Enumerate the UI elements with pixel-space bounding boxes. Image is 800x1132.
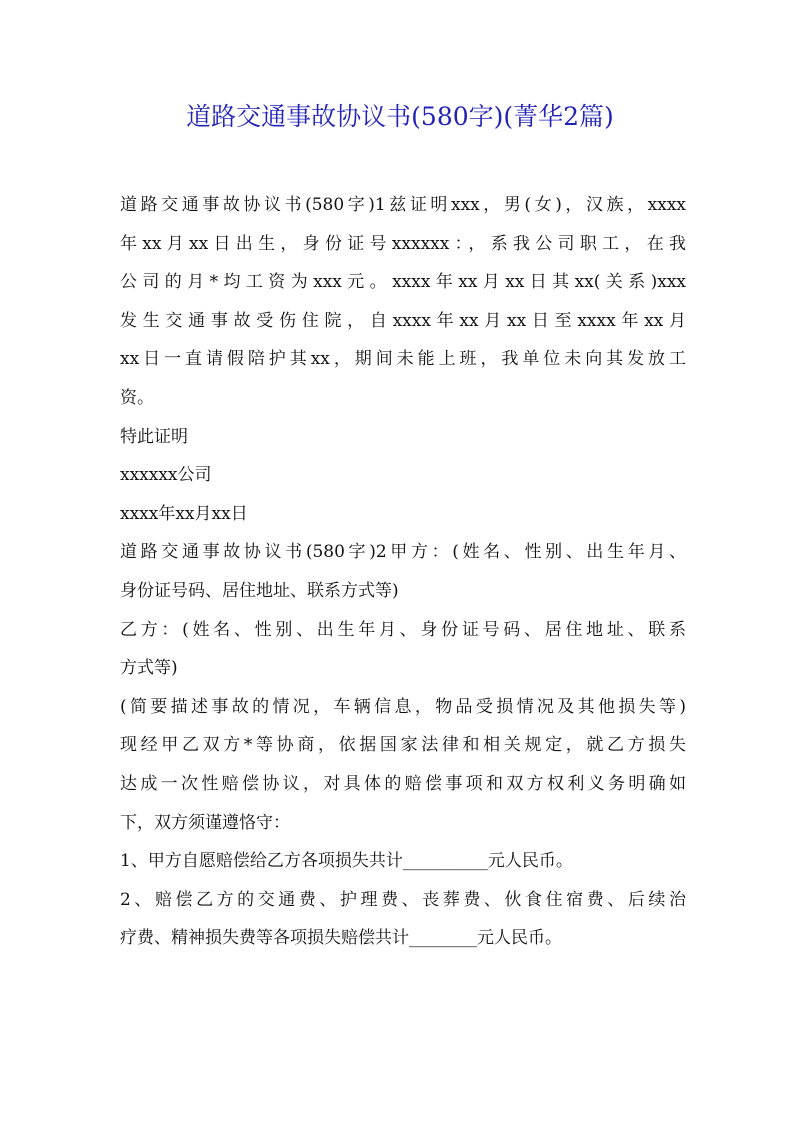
body-line: 身份证号码、居住地址、联系方式等) [120, 580, 399, 601]
body-line: 疗费、精神损失费等各项损失赔偿共计________元人民币。 [120, 928, 562, 949]
body-line: 资。 [120, 387, 154, 408]
body-line: (简要描述事故的情况，车辆信息，物品受损情况及其他损失等) [120, 696, 686, 717]
body-line: 特此证明 [120, 426, 188, 447]
body-line: 1、甲方自愿赔偿给乙方各项损失共计__________元人民币。 [120, 851, 573, 872]
body-line: 发生交通事故受伤住院，自xxxx年xx月xx日至xxxx年xx月 [120, 310, 686, 331]
body-line: xx日一直请假陪护其xx，期间未能上班，我单位未向其发放工 [120, 349, 686, 370]
body-line: 方式等) [120, 658, 178, 679]
body-line: 道路交通事故协议书(580字)1兹证明xxx，男(女)，汉族，xxxx [120, 195, 686, 215]
body-line: 现经甲乙双方*等协商，依据国家法律和相关规定，就乙方损失 [120, 735, 686, 756]
body-line: xxxxxx公司 [120, 465, 212, 486]
body-line: 达成一次性赔偿协议，对具体的赔偿事项和双方权利义务明确如 [120, 773, 686, 794]
document-title: 道路交通事故协议书(580字)(菁华2篇) [186, 102, 614, 131]
body-line: 年xx月xx日出生，身份证号xxxxxx：，系我公司职工，在我 [120, 233, 686, 254]
body-line: 乙方：(姓名、性别、出生年月、身份证号码、居住地址、联系 [120, 619, 686, 640]
body-line: xxxx年xx月xx日 [120, 503, 248, 524]
body-line: 2、赔偿乙方的交通费、护理费、丧葬费、伙食住宿费、后续治 [120, 889, 686, 910]
body-line: 下，双方须谨遵恪守： [120, 812, 290, 833]
body-line: 公司的月*均工资为xxx元。xxxx年xx月xx日其xx(关系)xxx [120, 272, 686, 293]
document-body [120, 186, 686, 958]
body-line: 道路交通事故协议书(580字)2甲方：(姓名、性别、出生年月、 [120, 542, 686, 563]
